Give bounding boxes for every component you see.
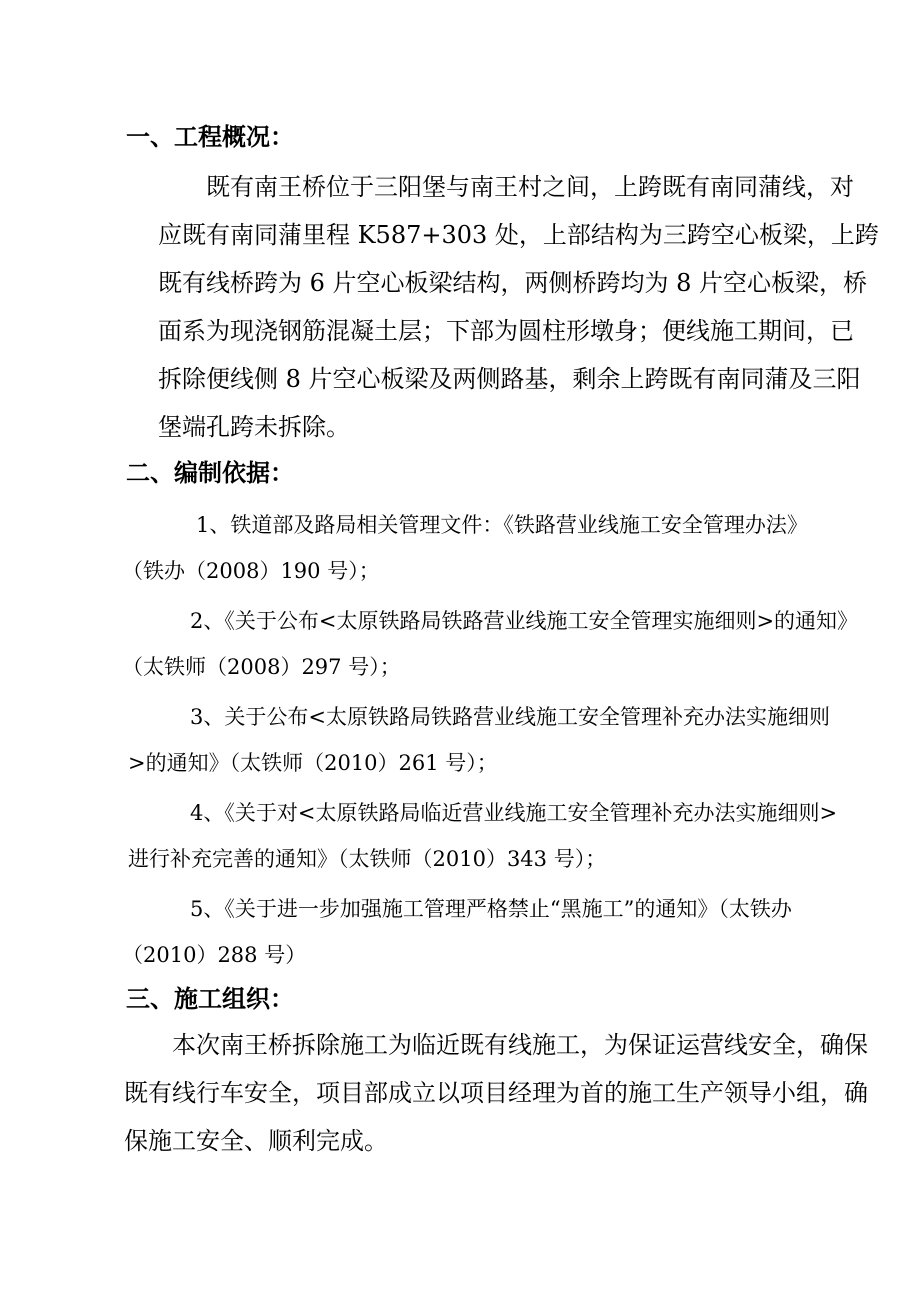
basis-item-line: 3、关于公布<太原铁路局铁路营业线施工安全管理补充办法实施细则	[190, 705, 830, 729]
basis-item-line: 5、《关于进一步加强施工管理严格禁止“黑施工”的通知》（太铁办	[190, 897, 792, 921]
basis-item-line: 4、《关于对<太原铁路局临近营业线施工安全管理补充办法实施细则>	[190, 801, 838, 825]
section-heading-organization: 三、施工组织：	[126, 985, 294, 1013]
basis-item-line: （太铁师（2008）297 号）；	[122, 655, 401, 679]
section-heading-basis: 二、编制依据：	[126, 459, 294, 487]
basis-item-line: >的通知》（太铁师（2010）261 号）；	[128, 751, 498, 775]
paragraph-line: 面系为现浇钢筋混凝土层；下部为圆柱形墩身；便线施工期间，已	[158, 317, 854, 345]
basis-item-line: （2010）288 号）	[122, 943, 307, 967]
basis-item-line: 2、《关于公布<太原铁路局铁路营业线施工安全管理实施细则>的通知》	[190, 609, 859, 633]
paragraph-line: 拆除便线侧 8 片空心板梁及两侧路基，剩余上跨既有南同蒲及三阳	[158, 365, 861, 393]
paragraph-line: 既有线行车安全，项目部成立以项目经理为首的施工生产领导小组，确	[124, 1079, 868, 1107]
basis-item-line: （铁办（2008）190 号）；	[122, 559, 380, 583]
basis-item-line: 1、铁道部及路局相关管理文件：《铁路营业线施工安全管理办法》	[196, 513, 808, 537]
paragraph-line: 既有线桥跨为 6 片空心板梁结构，两侧桥跨均为 8 片空心板梁，桥	[158, 269, 868, 297]
paragraph-line: 保施工安全、顺利完成。	[124, 1127, 388, 1155]
paragraph-line: 应既有南同蒲里程 K587+303 处，上部结构为三跨空心板梁，上跨	[158, 221, 879, 249]
paragraph-line: 堡端孔跨未拆除。	[158, 413, 350, 441]
paragraph-line: 本次南王桥拆除施工为临近既有线施工，为保证运营线安全，确保	[172, 1031, 868, 1059]
basis-item-line: 进行补充完善的通知》（太铁师（2010）343 号）；	[128, 847, 607, 871]
paragraph-line: 既有南王桥位于三阳堡与南王村之间，上跨既有南同蒲线，对	[206, 173, 854, 201]
section-heading-overview: 一、工程概况：	[126, 123, 294, 151]
